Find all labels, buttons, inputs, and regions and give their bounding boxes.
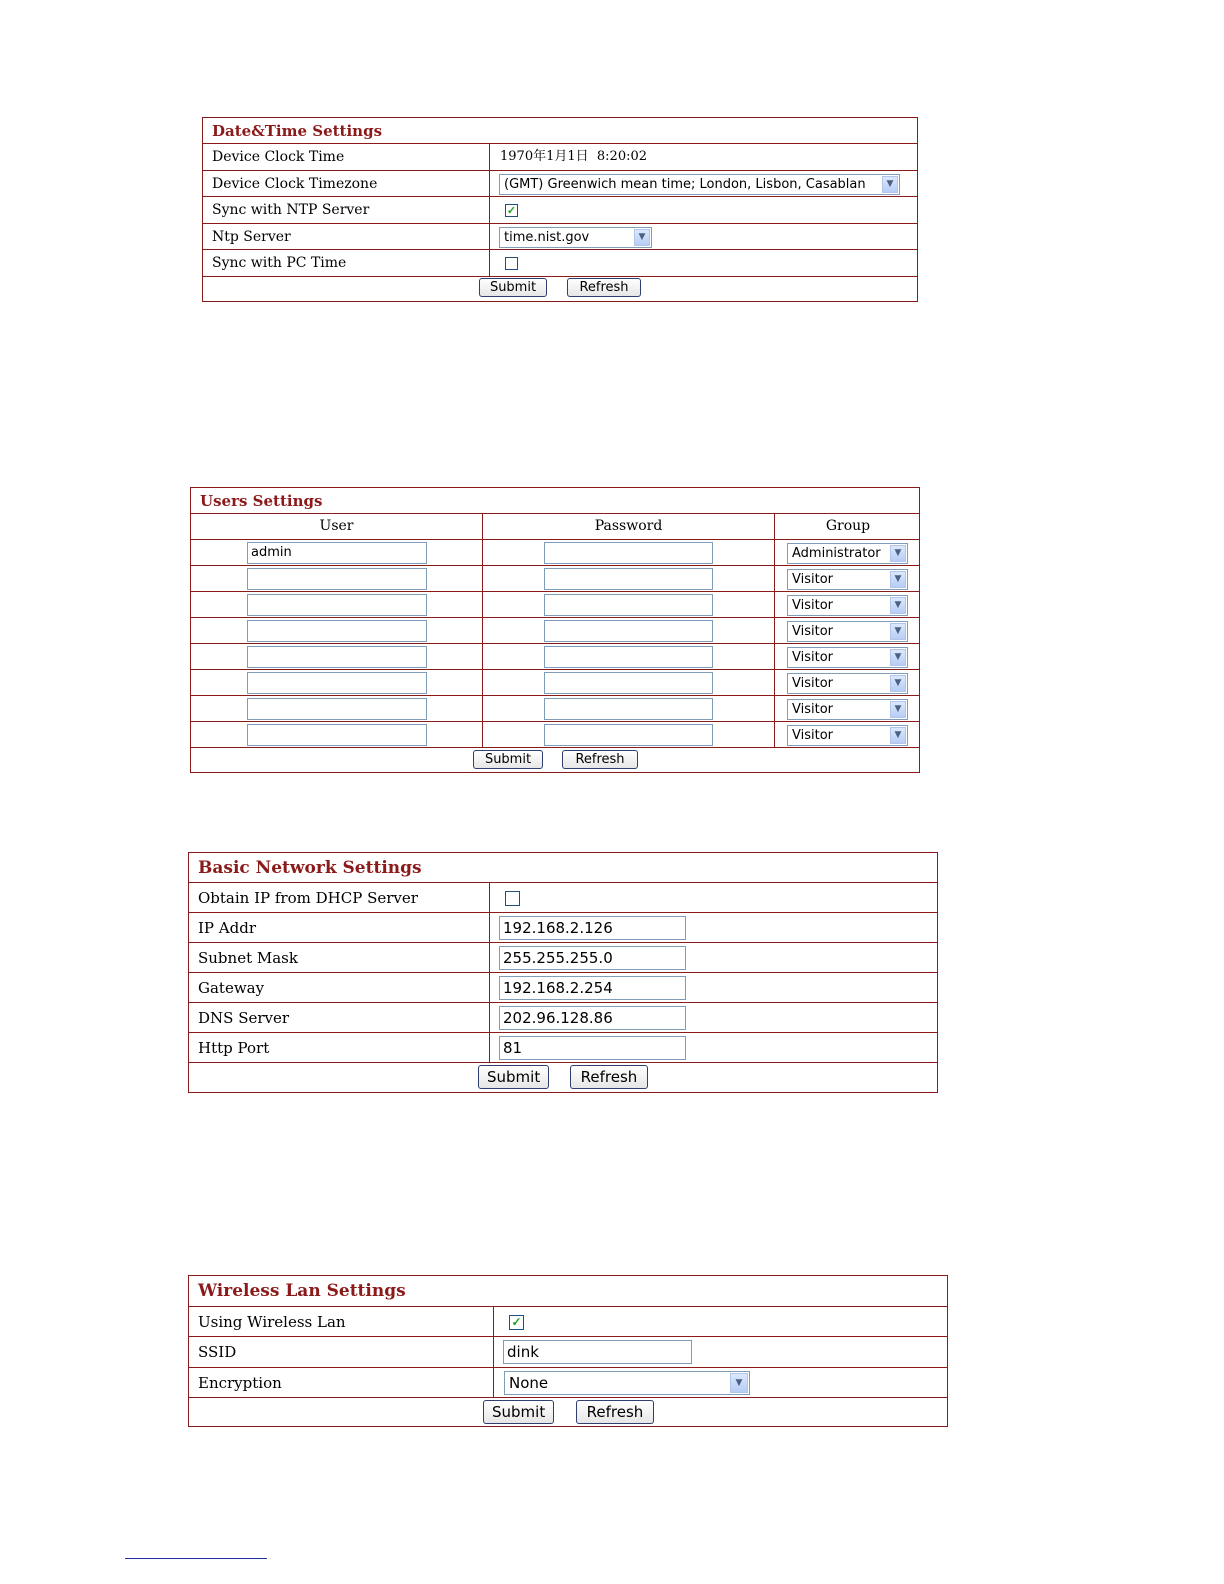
user-input[interactable] [247,620,427,642]
pc-sync-label: Sync with PC Time [212,255,347,271]
mask-input[interactable]: 255.255.255.0 [499,946,686,970]
users-refresh-button[interactable]: Refresh [562,750,638,769]
gateway-input[interactable]: 192.168.2.254 [499,976,686,1000]
wireless-title: Wireless Lan Settings [189,1276,947,1307]
wireless-button-row [189,1398,947,1426]
group-select[interactable] [787,673,908,694]
group-select-value: Visitor [792,598,833,613]
ip-label: IP Addr [198,919,256,937]
group-select[interactable] [787,569,908,590]
user-input[interactable] [247,698,427,720]
user-input[interactable] [247,568,427,590]
user-input[interactable] [247,724,427,746]
group-select[interactable] [787,647,908,668]
dhcp-label: Obtain IP from DHCP Server [198,889,418,907]
user-input[interactable]: admin [247,542,427,564]
group-select-value: Visitor [792,624,833,639]
table-row [191,722,919,748]
password-input[interactable] [544,646,713,668]
password-input[interactable] [544,542,713,564]
password-input[interactable] [544,672,713,694]
clock-time-row [203,144,917,171]
encryption-row [189,1368,947,1398]
table-row [191,566,919,592]
group-select[interactable] [787,543,908,564]
password-input[interactable] [544,724,713,746]
password-input[interactable] [544,568,713,590]
chevron-down-icon[interactable]: ▼ [882,176,898,193]
table-row [191,696,919,722]
table-row [191,670,919,696]
ntp-sync-checkbox[interactable]: ✓ [506,204,517,217]
users-header-row [191,514,919,540]
datetime-panel [202,117,918,302]
chevron-down-icon[interactable]: ▼ [890,649,906,666]
password-input[interactable] [544,594,713,616]
mask-row [189,943,937,973]
ssid-label: SSID [198,1343,237,1361]
timezone-select[interactable] [499,174,900,195]
ntp-sync-row [203,197,917,224]
table-row [191,644,919,670]
chevron-down-icon[interactable]: ▼ [890,597,906,614]
timezone-row [203,171,917,197]
timezone-select-value: (GMT) Greenwich mean time; London, Lisbon, Casablan [504,177,866,192]
password-column-header: Password [594,518,663,534]
encryption-label: Encryption [198,1374,282,1392]
group-select-value: Visitor [792,676,833,691]
ssid-row [189,1337,947,1368]
encryption-select[interactable] [504,1371,750,1395]
ntp-server-row [203,224,917,250]
mask-label: Subnet Mask [198,949,298,967]
network-title: Basic Network Settings [189,853,937,883]
wireless-refresh-button[interactable]: Refresh [576,1400,654,1424]
network-submit-button[interactable]: Submit [478,1065,549,1089]
ip-input[interactable]: 192.168.2.126 [499,916,686,940]
user-input[interactable] [247,594,427,616]
table-row [191,618,919,644]
pc-sync-checkbox[interactable] [505,257,518,270]
timezone-label: Device Clock Timezone [212,176,378,192]
dns-row [189,1003,937,1033]
chevron-down-icon[interactable]: ▼ [730,1373,748,1393]
user-input[interactable] [247,672,427,694]
password-input[interactable] [544,620,713,642]
chevron-down-icon[interactable]: ▼ [890,727,906,744]
network-refresh-button[interactable]: Refresh [570,1065,648,1089]
group-select-value: Visitor [792,572,833,587]
wireless-submit-button[interactable]: Submit [483,1400,554,1424]
group-select[interactable] [787,621,908,642]
ntp-server-select[interactable] [499,227,652,248]
using-wireless-label: Using Wireless Lan [198,1313,346,1331]
user-column-header: User [319,518,354,534]
datetime-refresh-button[interactable]: Refresh [567,278,641,297]
port-input[interactable]: 81 [499,1036,686,1060]
using-wireless-checkbox[interactable]: ✓ [509,1315,524,1330]
dhcp-row [189,883,937,913]
group-select-value: Administrator [792,546,881,561]
gateway-row [189,973,937,1003]
group-select[interactable] [787,699,908,720]
ssid-input[interactable]: dink [503,1340,692,1364]
datetime-title: Date&Time Settings [203,118,917,144]
port-label: Http Port [198,1039,270,1057]
users-button-row [191,748,919,772]
clock-time-label: Device Clock Time [212,149,345,165]
footnote-divider [125,1558,267,1559]
users-title: Users Settings [191,488,919,514]
chevron-down-icon[interactable]: ▼ [634,229,650,246]
group-column-header: Group [825,518,871,534]
network-button-row [189,1063,937,1091]
chevron-down-icon[interactable]: ▼ [890,675,906,692]
user-input[interactable] [247,646,427,668]
group-select-value: Visitor [792,702,833,717]
chevron-down-icon[interactable]: ▼ [890,701,906,718]
table-row [191,540,919,566]
ntp-sync-label: Sync with NTP Server [212,202,370,218]
chevron-down-icon[interactable]: ▼ [890,545,906,562]
group-select[interactable] [787,595,908,616]
group-select[interactable] [787,725,908,746]
ip-row [189,913,937,943]
wireless-panel [188,1275,948,1427]
chevron-down-icon[interactable]: ▼ [890,571,906,588]
network-panel [188,852,938,1093]
password-input[interactable] [544,698,713,720]
pc-sync-row [203,250,917,277]
user-rows [191,540,919,748]
table-row [191,592,919,618]
dns-input[interactable]: 202.96.128.86 [499,1006,686,1030]
dns-label: DNS Server [198,1009,290,1027]
users-panel [190,487,920,773]
datetime-submit-button[interactable]: Submit [479,278,547,297]
encryption-select-value: None [509,1374,549,1392]
using-wireless-row [189,1307,947,1337]
datetime-button-row [203,277,917,301]
ntp-server-select-value: time.nist.gov [504,230,590,245]
dhcp-checkbox[interactable] [505,891,520,906]
port-row [189,1033,937,1063]
clock-time-value: 1970年1月1日 8:20:02 [500,149,648,164]
ntp-server-label: Ntp Server [212,229,291,245]
group-select-value: Visitor [792,728,833,743]
users-submit-button[interactable]: Submit [473,750,543,769]
gateway-label: Gateway [198,979,265,997]
group-select-value: Visitor [792,650,833,665]
chevron-down-icon[interactable]: ▼ [890,623,906,640]
